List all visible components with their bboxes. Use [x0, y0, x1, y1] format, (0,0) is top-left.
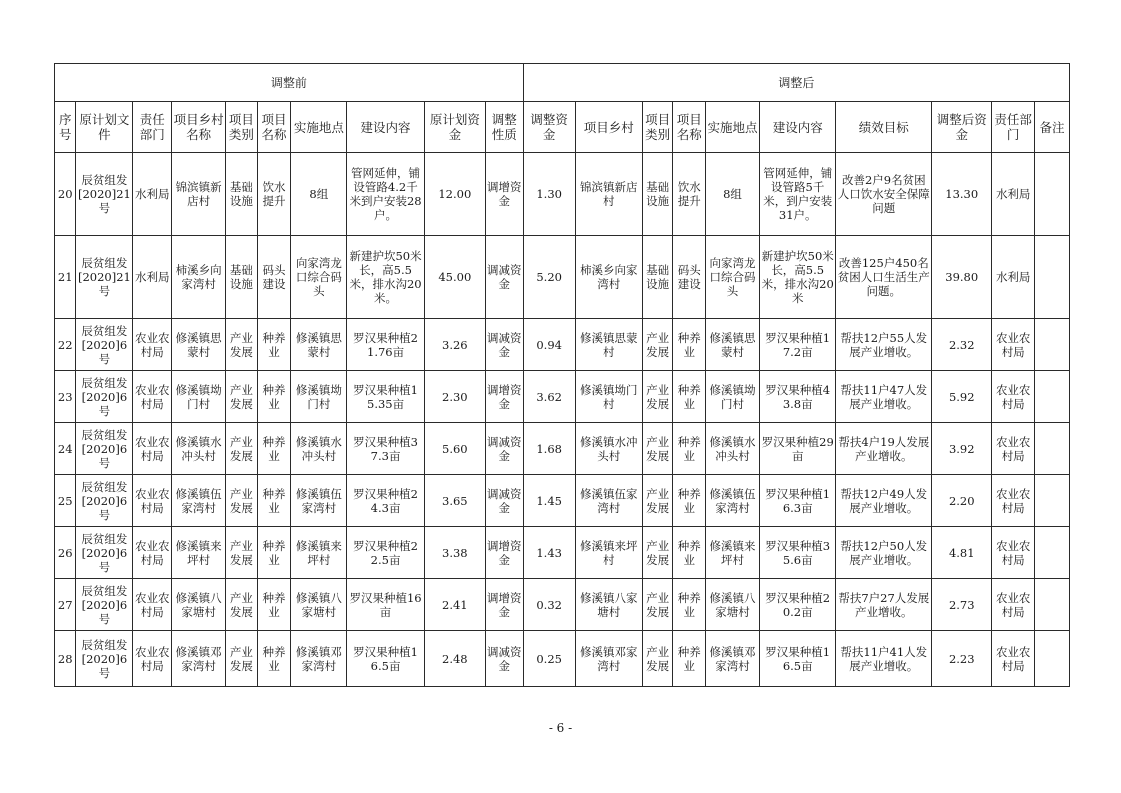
construction-content: 新建护坎50米长，高5.5米，排水沟20米。	[347, 236, 424, 319]
new-project-name: 种养业	[673, 423, 706, 475]
section-before: 调整前	[55, 64, 524, 102]
construction-content: 罗汉果种植21.76亩	[347, 319, 424, 371]
col-header: 项目乡村	[575, 102, 642, 153]
col-header: 项目类别	[642, 102, 673, 153]
project-name: 种养业	[257, 319, 291, 371]
new-project-village: 修溪镇思蒙村	[575, 319, 642, 371]
new-project-category: 基础设施	[642, 153, 673, 236]
new-responsible-dept: 农业农村局	[992, 371, 1035, 423]
project-category: 产业发展	[226, 371, 258, 423]
project-name: 种养业	[257, 423, 291, 475]
fund-after-adjustment: 4.81	[932, 527, 992, 579]
adjusted-amount: 3.62	[523, 371, 575, 423]
fund-after-adjustment: 13.30	[932, 153, 992, 236]
remark	[1035, 423, 1070, 475]
project-category: 产业发展	[226, 527, 258, 579]
table-row	[55, 236, 1070, 319]
adjusted-amount: 1.43	[523, 527, 575, 579]
col-header: 原计划资金	[424, 102, 485, 153]
col-header: 责任部门	[992, 102, 1035, 153]
project-village: 修溪镇来坪村	[172, 527, 226, 579]
adjustment-nature: 调减资金	[485, 631, 523, 687]
location: 向家湾龙口综合码头	[291, 236, 347, 319]
plan-file: 辰贫组发[2020]6号	[76, 475, 133, 527]
new-location: 向家湾龙口综合码头	[706, 236, 760, 319]
col-header: 绩效目标	[836, 102, 932, 153]
row-number: 23	[55, 371, 76, 423]
performance-target: 帮扶12户50人发展产业增收。	[836, 527, 932, 579]
adjusted-amount: 0.32	[523, 579, 575, 631]
new-project-category: 产业发展	[642, 423, 673, 475]
new-project-village: 修溪镇水冲头村	[575, 423, 642, 475]
new-location: 修溪镇来坪村	[706, 527, 760, 579]
new-project-name: 种养业	[673, 475, 706, 527]
new-responsible-dept: 农业农村局	[992, 319, 1035, 371]
new-project-name: 种养业	[673, 319, 706, 371]
row-number: 20	[55, 153, 76, 236]
adjusted-amount: 5.20	[523, 236, 575, 319]
col-header: 责任部门	[133, 102, 172, 153]
new-responsible-dept: 农业农村局	[992, 527, 1035, 579]
new-location: 修溪镇八家塘村	[706, 579, 760, 631]
location: 修溪镇伍家湾村	[291, 475, 347, 527]
new-construction-content: 管网延伸，铺设管路5千米，到户安装31户。	[760, 153, 836, 236]
new-construction-content: 罗汉果种植20.2亩	[760, 579, 836, 631]
location: 修溪镇坳门村	[291, 371, 347, 423]
new-project-name: 种养业	[673, 527, 706, 579]
new-responsible-dept: 农业农村局	[992, 631, 1035, 687]
table-row	[55, 631, 1070, 687]
original-fund: 3.26	[424, 319, 485, 371]
col-header: 备注	[1035, 102, 1070, 153]
col-header: 项目乡村名称	[172, 102, 226, 153]
original-fund: 45.00	[424, 236, 485, 319]
new-responsible-dept: 水利局	[992, 153, 1035, 236]
original-fund: 3.38	[424, 527, 485, 579]
project-name: 种养业	[257, 579, 291, 631]
project-village: 修溪镇坳门村	[172, 371, 226, 423]
project-village: 修溪镇邓家湾村	[172, 631, 226, 687]
project-name: 种养业	[257, 631, 291, 687]
row-number: 21	[55, 236, 76, 319]
new-responsible-dept: 农业农村局	[992, 475, 1035, 527]
col-header: 建设内容	[760, 102, 836, 153]
new-project-category: 产业发展	[642, 579, 673, 631]
new-construction-content: 罗汉果种植43.8亩	[760, 371, 836, 423]
table-row	[55, 371, 1070, 423]
new-project-category: 产业发展	[642, 319, 673, 371]
original-fund: 2.48	[424, 631, 485, 687]
project-name: 码头建设	[257, 236, 291, 319]
performance-target: 改善2户9名贫困人口饮水安全保障问题	[836, 153, 932, 236]
col-header: 项目类别	[226, 102, 258, 153]
new-project-village: 修溪镇坳门村	[575, 371, 642, 423]
remark	[1035, 579, 1070, 631]
location: 修溪镇思蒙村	[291, 319, 347, 371]
project-category: 产业发展	[226, 579, 258, 631]
location: 修溪镇八家塘村	[291, 579, 347, 631]
col-header: 序号	[55, 102, 76, 153]
plan-file: 辰贫组发[2020]6号	[76, 423, 133, 475]
performance-target: 帮扶11户41人发展产业增收。	[836, 631, 932, 687]
new-project-village: 修溪镇来坪村	[575, 527, 642, 579]
adjustment-nature: 调增资金	[485, 371, 523, 423]
new-project-name: 种养业	[673, 579, 706, 631]
table-row	[55, 423, 1070, 475]
construction-content: 管网延伸，铺设管路4.2千米到户安装28户。	[347, 153, 424, 236]
performance-target: 改善125户450名贫困人口生活生产问题。	[836, 236, 932, 319]
new-location: 修溪镇思蒙村	[706, 319, 760, 371]
fund-after-adjustment: 2.20	[932, 475, 992, 527]
project-name: 饮水提升	[257, 153, 291, 236]
construction-content: 罗汉果种植16亩	[347, 579, 424, 631]
responsible-dept: 农业农村局	[133, 527, 172, 579]
col-header: 实施地点	[706, 102, 760, 153]
col-header: 调整资金	[523, 102, 575, 153]
row-number: 22	[55, 319, 76, 371]
plan-file: 辰贫组发[2020]6号	[76, 579, 133, 631]
performance-target: 帮扶12户55人发展产业增收。	[836, 319, 932, 371]
new-location: 8组	[706, 153, 760, 236]
original-fund: 2.41	[424, 579, 485, 631]
adjusted-amount: 0.25	[523, 631, 575, 687]
new-project-name: 码头建设	[673, 236, 706, 319]
project-village: 修溪镇伍家湾村	[172, 475, 226, 527]
new-project-name: 种养业	[673, 371, 706, 423]
new-location: 修溪镇水冲头村	[706, 423, 760, 475]
responsible-dept: 农业农村局	[133, 631, 172, 687]
adjustment-nature: 调减资金	[485, 236, 523, 319]
construction-content: 罗汉果种植22.5亩	[347, 527, 424, 579]
new-project-village: 柿溪乡向家湾村	[575, 236, 642, 319]
construction-content: 罗汉果种植16.5亩	[347, 631, 424, 687]
location: 修溪镇来坪村	[291, 527, 347, 579]
fund-after-adjustment: 39.80	[932, 236, 992, 319]
row-number: 28	[55, 631, 76, 687]
row-number: 24	[55, 423, 76, 475]
project-village: 柿溪乡向家湾村	[172, 236, 226, 319]
col-header: 原计划文件	[76, 102, 133, 153]
new-location: 修溪镇坳门村	[706, 371, 760, 423]
new-project-village: 修溪镇伍家湾村	[575, 475, 642, 527]
adjusted-amount: 1.68	[523, 423, 575, 475]
new-project-category: 产业发展	[642, 475, 673, 527]
column-header-row	[55, 102, 1070, 153]
fund-after-adjustment: 3.92	[932, 423, 992, 475]
remark	[1035, 371, 1070, 423]
new-construction-content: 罗汉果种植16.5亩	[760, 631, 836, 687]
new-project-village: 修溪镇邓家湾村	[575, 631, 642, 687]
row-number: 26	[55, 527, 76, 579]
responsible-dept: 农业农村局	[133, 371, 172, 423]
plan-file: 辰贫组发[2020]21号	[76, 236, 133, 319]
construction-content: 罗汉果种植15.35亩	[347, 371, 424, 423]
col-header: 项目名称	[257, 102, 291, 153]
new-responsible-dept: 水利局	[992, 236, 1035, 319]
performance-target: 帮扶7户27人发展产业增收。	[836, 579, 932, 631]
project-category: 产业发展	[226, 475, 258, 527]
project-name: 种养业	[257, 527, 291, 579]
col-header: 项目名称	[673, 102, 706, 153]
project-village: 锦滨镇新店村	[172, 153, 226, 236]
responsible-dept: 水利局	[133, 236, 172, 319]
adjustment-nature: 调减资金	[485, 423, 523, 475]
new-construction-content: 罗汉果种植35.6亩	[760, 527, 836, 579]
adjustment-nature: 调增资金	[485, 579, 523, 631]
new-project-category: 产业发展	[642, 527, 673, 579]
project-category: 产业发展	[226, 631, 258, 687]
performance-target: 帮扶12户49人发展产业增收。	[836, 475, 932, 527]
table-row	[55, 579, 1070, 631]
plan-file: 辰贫组发[2020]6号	[76, 319, 133, 371]
remark	[1035, 153, 1070, 236]
remark	[1035, 527, 1070, 579]
construction-content: 罗汉果种植24.3亩	[347, 475, 424, 527]
new-location: 修溪镇邓家湾村	[706, 631, 760, 687]
project-name: 种养业	[257, 371, 291, 423]
new-construction-content: 罗汉果种植17.2亩	[760, 319, 836, 371]
original-fund: 5.60	[424, 423, 485, 475]
plan-file: 辰贫组发[2020]6号	[76, 527, 133, 579]
project-name: 种养业	[257, 475, 291, 527]
project-village: 修溪镇思蒙村	[172, 319, 226, 371]
location: 修溪镇水冲头村	[291, 423, 347, 475]
original-fund: 2.30	[424, 371, 485, 423]
new-project-village: 修溪镇八家塘村	[575, 579, 642, 631]
project-category: 基础设施	[226, 153, 258, 236]
location: 修溪镇邓家湾村	[291, 631, 347, 687]
new-responsible-dept: 农业农村局	[992, 579, 1035, 631]
table-row	[55, 527, 1070, 579]
fund-after-adjustment: 5.92	[932, 371, 992, 423]
col-header: 调整后资金	[932, 102, 992, 153]
adjustment-nature: 调增资金	[485, 153, 523, 236]
page-number: - 6 -	[548, 721, 573, 735]
new-project-name: 种养业	[673, 631, 706, 687]
table-row	[55, 475, 1070, 527]
new-project-category: 基础设施	[642, 236, 673, 319]
new-project-category: 产业发展	[642, 371, 673, 423]
location: 8组	[291, 153, 347, 236]
table-row	[55, 153, 1070, 236]
remark	[1035, 631, 1070, 687]
fund-after-adjustment: 2.32	[932, 319, 992, 371]
project-category: 基础设施	[226, 236, 258, 319]
responsible-dept: 农业农村局	[133, 423, 172, 475]
adjustment-nature: 调减资金	[485, 475, 523, 527]
new-construction-content: 罗汉果种植29亩	[760, 423, 836, 475]
col-header: 建设内容	[347, 102, 424, 153]
responsible-dept: 农业农村局	[133, 319, 172, 371]
remark	[1035, 236, 1070, 319]
responsible-dept: 农业农村局	[133, 579, 172, 631]
performance-target: 帮扶11户47人发展产业增收。	[836, 371, 932, 423]
new-construction-content: 罗汉果种植16.3亩	[760, 475, 836, 527]
col-header: 调整性质	[485, 102, 523, 153]
adjustment-nature: 调增资金	[485, 527, 523, 579]
adjusted-amount: 1.30	[523, 153, 575, 236]
fund-after-adjustment: 2.23	[932, 631, 992, 687]
plan-file: 辰贫组发[2020]21号	[76, 153, 133, 236]
new-project-name: 饮水提升	[673, 153, 706, 236]
new-responsible-dept: 农业农村局	[992, 423, 1035, 475]
project-village: 修溪镇八家塘村	[172, 579, 226, 631]
row-number: 27	[55, 579, 76, 631]
responsible-dept: 水利局	[133, 153, 172, 236]
original-fund: 12.00	[424, 153, 485, 236]
plan-file: 辰贫组发[2020]6号	[76, 631, 133, 687]
responsible-dept: 农业农村局	[133, 475, 172, 527]
original-fund: 3.65	[424, 475, 485, 527]
row-number: 25	[55, 475, 76, 527]
project-category: 产业发展	[226, 319, 258, 371]
col-header: 实施地点	[291, 102, 347, 153]
new-construction-content: 新建护坎50米长，高5.5米，排水沟20米	[760, 236, 836, 319]
new-location: 修溪镇伍家湾村	[706, 475, 760, 527]
remark	[1035, 319, 1070, 371]
section-after: 调整后	[523, 64, 1069, 102]
remark	[1035, 475, 1070, 527]
project-category: 产业发展	[226, 423, 258, 475]
construction-content: 罗汉果种植37.3亩	[347, 423, 424, 475]
table-row	[55, 319, 1070, 371]
plan-file: 辰贫组发[2020]6号	[76, 371, 133, 423]
new-project-category: 产业发展	[642, 631, 673, 687]
section-header-row	[55, 64, 1070, 102]
adjusted-amount: 1.45	[523, 475, 575, 527]
adjustment-nature: 调减资金	[485, 319, 523, 371]
adjusted-amount: 0.94	[523, 319, 575, 371]
adjustment-table	[54, 63, 1070, 687]
new-project-village: 锦滨镇新店村	[575, 153, 642, 236]
fund-after-adjustment: 2.73	[932, 579, 992, 631]
project-village: 修溪镇水冲头村	[172, 423, 226, 475]
performance-target: 帮扶4户19人发展产业增收。	[836, 423, 932, 475]
